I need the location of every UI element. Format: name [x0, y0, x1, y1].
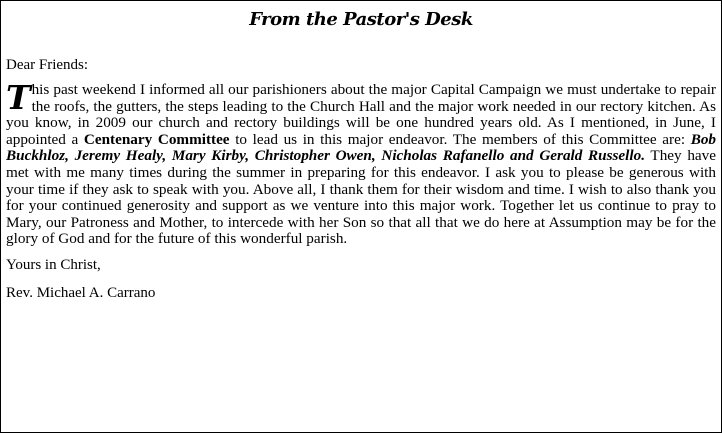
salutation: Dear Friends:: [6, 57, 89, 73]
drop-cap: T: [6, 78, 31, 117]
committee-members: Bob Buckhloz, Jeremy Healy, Mary Kirby, Christopher Owen, Nicholas Rafanello and Gerald Russello.: [6, 130, 717, 165]
letter-body: [6, 78, 717, 248]
letter-text-part-3: They have met with me many times during the summer in preparing for this endeavor. I ask you to please be generous with your time if they ask to speak with you. Above all, I thank them for their wisdom and time. I wish to also thank you for your continued generosity and support as we venture into this major work. Together let us continue to pray to Mary, our Patroness and Mother, to intercede with her Son so that all that we do here at Assumption may be for the glory of God and for the future of this wonderful parish.: [6, 147, 716, 248]
page-title: From the Pastor's Desk: [249, 9, 473, 30]
closing: Yours in Christ,: [6, 256, 101, 273]
letter-text-part-1: his past weekend I informed all our parishioners about the major Capital Campaign we must undertake to repair the roofs, the gutters, the steps leading to the Church Hall and the major work needed in our rectory kitchen. As you know, in 2009 our church and rectory buildings will be one hundred years old. As I mentioned, in June, I appointed a: [6, 81, 716, 148]
letter-text-part-2: to lead us in this major endeavor. The members of this Committee are:: [229, 130, 691, 148]
committee-name: Centenary Committee: [83, 130, 230, 148]
signature: Rev. Michael A. Carrano: [6, 284, 156, 301]
